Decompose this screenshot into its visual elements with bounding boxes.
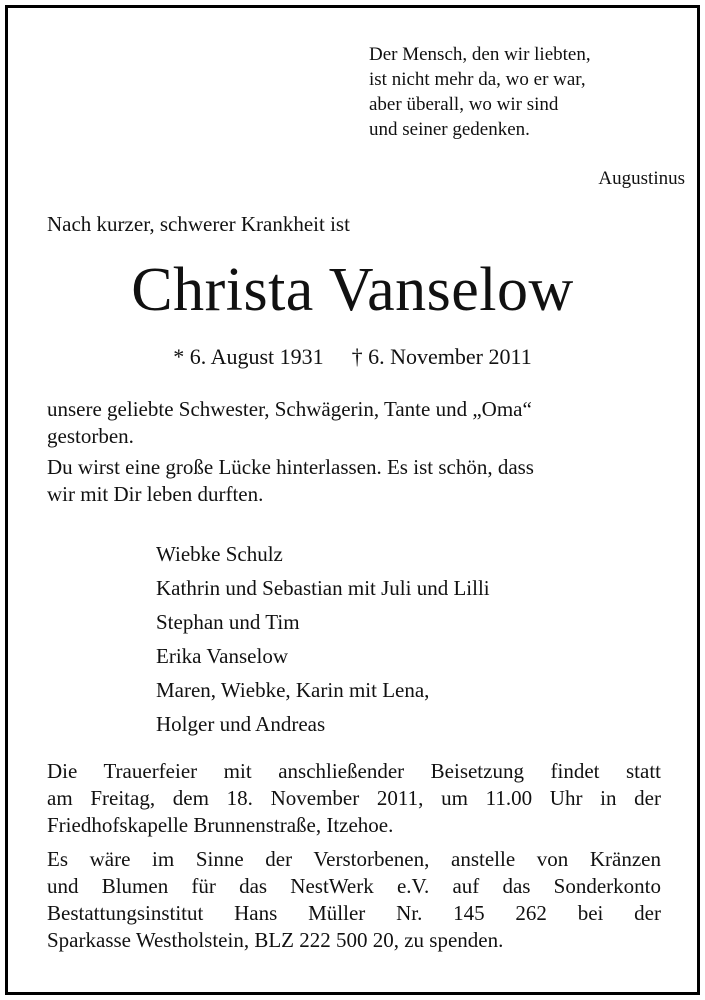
quote-line: Der Mensch, den wir liebten,	[369, 44, 591, 65]
life-dates	[0, 342, 705, 372]
quote-line: aber überall, wo wir sind	[369, 94, 559, 115]
paragraph-line: Friedhofskapelle Brunnenstraße, Itzehoe.	[47, 813, 394, 837]
mourners-list	[156, 537, 490, 741]
mourner-entry: Wiebke Schulz	[156, 542, 283, 566]
paragraph-line: Sparkasse Westholstein, BLZ 222 500 20, zu spenden.	[47, 928, 504, 952]
ceremony-paragraph	[47, 758, 661, 839]
paragraph-line: unsere geliebte Schwester, Schwägerin, Tante und „Oma“	[47, 397, 532, 421]
paragraph-line: wir mit Dir leben durften.	[47, 482, 264, 506]
intro-text: Nach kurzer, schwerer Krankheit ist	[47, 212, 350, 236]
paragraph-line: und Blumen für das NestWerk e.V. auf das Sonderkonto	[47, 874, 661, 898]
quote-line: ist nicht mehr da, wo er war,	[369, 69, 586, 90]
announcement-paragraph	[47, 396, 661, 450]
quote-line: und seiner gedenken.	[369, 119, 530, 140]
mourner-entry: Erika Vanselow	[156, 644, 288, 668]
paragraph-line: am Freitag, dem 18. November 2011, um 11.00 Uhr in der	[47, 786, 661, 810]
death-date: † 6. November 2011	[351, 344, 532, 369]
donation-paragraph	[47, 846, 661, 954]
memorial-quote	[369, 42, 669, 142]
paragraph-line: Bestattungsinstitut Hans Müller Nr. 145 262 bei der	[47, 901, 661, 925]
mourner-entry: Maren, Wiebke, Karin mit Lena,	[156, 678, 430, 702]
mourner-entry: Holger und Andreas	[156, 712, 326, 736]
paragraph-line: gestorben.	[47, 424, 134, 448]
mourner-entry: Stephan und Tim	[156, 610, 300, 634]
quote-author: Augustinus	[598, 168, 685, 189]
paragraph-line: Die Trauerfeier mit anschließender Beisetzung findet statt	[47, 759, 661, 783]
farewell-paragraph	[47, 454, 661, 508]
birth-date: * 6. August 1931	[173, 344, 324, 369]
paragraph-line: Du wirst eine große Lücke hinterlassen. Es ist schön, dass	[47, 455, 534, 479]
paragraph-line: Es wäre im Sinne der Verstorbenen, anstelle von Kränzen	[47, 847, 661, 871]
mourner-entry: Kathrin und Sebastian mit Juli und Lilli	[156, 576, 490, 600]
deceased-name: Christa Vanselow	[131, 256, 574, 324]
